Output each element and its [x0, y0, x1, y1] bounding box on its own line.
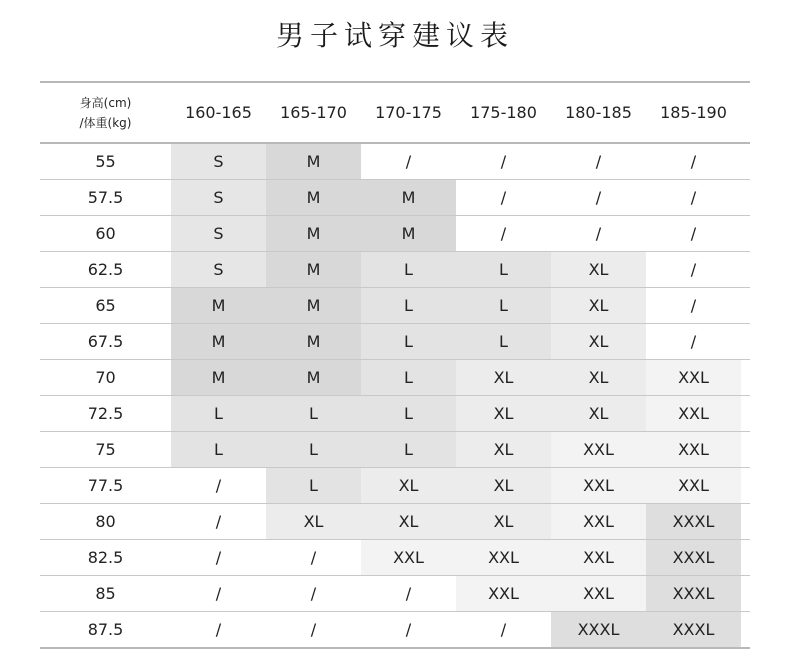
size-cell: L	[266, 468, 361, 503]
size-cell: M	[266, 144, 361, 179]
height-header-1: 160-165	[185, 103, 252, 122]
size-cell: /	[405, 152, 412, 171]
weight-cell: 77.5	[87, 476, 124, 495]
size-cell: /	[215, 584, 222, 603]
size-cell: M	[266, 216, 361, 251]
weight-cell: 80	[95, 512, 116, 531]
size-cell: /	[215, 512, 222, 531]
weight-cell: 87.5	[87, 620, 124, 639]
corner-height-label: 身高(cm)	[79, 95, 132, 110]
table-row	[40, 288, 750, 323]
size-cell: /	[405, 584, 412, 603]
size-cell: XL	[456, 504, 551, 539]
size-cell: XL	[551, 252, 646, 287]
weight-cell: 72.5	[87, 404, 124, 423]
size-cell: /	[690, 260, 697, 279]
size-cell: XL	[551, 288, 646, 323]
size-cell: XXL	[646, 360, 741, 395]
corner-header	[40, 83, 171, 142]
weight-cell: 57.5	[87, 188, 124, 207]
size-cell: XL	[456, 360, 551, 395]
height-header-6: 185-190	[660, 103, 727, 122]
weight-cell: 55	[95, 152, 116, 171]
size-cell: /	[215, 620, 222, 639]
weight-cell: 70	[95, 368, 116, 387]
table-row	[40, 360, 750, 395]
size-cell: /	[690, 152, 697, 171]
size-cell: /	[690, 332, 697, 351]
weight-cell: 65	[95, 296, 116, 315]
size-cell: M	[361, 216, 456, 251]
size-cell: L	[361, 252, 456, 287]
height-header-4: 175-180	[470, 103, 537, 122]
size-cell: S	[171, 252, 266, 287]
table-row	[40, 504, 750, 539]
size-cell: XXL	[456, 576, 551, 611]
height-header-5: 180-185	[565, 103, 632, 122]
size-cell: XXL	[551, 504, 646, 539]
size-cell: XXL	[551, 432, 646, 467]
table-row	[40, 576, 750, 611]
size-cell: L	[361, 360, 456, 395]
page-title: 男子试穿建议表	[275, 19, 514, 52]
size-cell: XXL	[361, 540, 456, 575]
size-cell: /	[595, 152, 602, 171]
size-cell: XL	[266, 504, 361, 539]
size-cell: /	[215, 548, 222, 567]
size-cell: XXL	[551, 540, 646, 575]
table-row	[40, 612, 750, 647]
size-cell: XXXL	[646, 576, 741, 611]
size-cell: M	[171, 324, 266, 359]
size-cell: S	[171, 216, 266, 251]
corner-weight-label: /体重(kg)	[79, 115, 132, 130]
weight-cell: 75	[95, 440, 116, 459]
table-row	[40, 540, 750, 575]
size-cell: L	[171, 396, 266, 431]
size-cell: M	[266, 252, 361, 287]
weight-cell: 62.5	[87, 260, 124, 279]
size-cell: XXL	[551, 468, 646, 503]
size-cell: /	[310, 584, 317, 603]
table-row	[40, 216, 750, 251]
size-cell: M	[266, 180, 361, 215]
size-cell: XXL	[646, 396, 741, 431]
size-cell: XL	[456, 432, 551, 467]
size-cell: XXL	[456, 540, 551, 575]
size-cell: /	[310, 620, 317, 639]
weight-cell: 85	[95, 584, 116, 603]
size-cell: S	[171, 144, 266, 179]
size-cell: XXL	[551, 576, 646, 611]
size-cell: /	[500, 224, 507, 243]
size-cell: L	[361, 288, 456, 323]
size-cell: M	[361, 180, 456, 215]
size-cell: L	[361, 432, 456, 467]
size-cell: /	[500, 152, 507, 171]
size-cell: XXXL	[646, 504, 741, 539]
size-cell: S	[171, 180, 266, 215]
size-cell: /	[690, 188, 697, 207]
table-row	[40, 180, 750, 215]
size-cell: XL	[456, 468, 551, 503]
size-cell: /	[500, 188, 507, 207]
size-cell: XXXL	[551, 612, 646, 647]
weight-cell: 60	[95, 224, 116, 243]
size-cell: XXXL	[646, 540, 741, 575]
table-row	[40, 468, 750, 503]
table-row	[40, 252, 750, 287]
size-cell: /	[595, 224, 602, 243]
size-cell: L	[361, 396, 456, 431]
size-cell: /	[405, 620, 412, 639]
size-cell: /	[215, 476, 222, 495]
size-cell: /	[690, 224, 697, 243]
weight-cell: 67.5	[87, 332, 124, 351]
size-cell: /	[595, 188, 602, 207]
size-cell: XL	[551, 360, 646, 395]
size-cell: XXXL	[646, 612, 741, 647]
size-cell: /	[500, 620, 507, 639]
size-cell: M	[171, 288, 266, 323]
size-cell: L	[361, 324, 456, 359]
size-cell: XXL	[646, 468, 741, 503]
size-cell: /	[310, 548, 317, 567]
table-row	[40, 144, 750, 179]
table-header-row	[40, 83, 750, 142]
size-cell: XL	[361, 468, 456, 503]
table-row	[40, 396, 750, 431]
size-cell: XL	[456, 396, 551, 431]
size-cell: XL	[551, 324, 646, 359]
table-row	[40, 432, 750, 467]
size-cell: L	[456, 252, 551, 287]
size-cell: XXL	[646, 432, 741, 467]
size-cell: L	[266, 432, 361, 467]
height-header-2: 165-170	[280, 103, 347, 122]
size-cell: /	[690, 296, 697, 315]
size-cell: M	[266, 360, 361, 395]
size-cell: L	[266, 396, 361, 431]
size-cell: L	[456, 288, 551, 323]
size-cell: L	[456, 324, 551, 359]
table-row	[40, 324, 750, 359]
height-header-3: 170-175	[375, 103, 442, 122]
size-cell: M	[171, 360, 266, 395]
size-cell: XL	[361, 504, 456, 539]
size-cell: XL	[551, 396, 646, 431]
size-cell: L	[171, 432, 266, 467]
size-cell: M	[266, 288, 361, 323]
weight-cell: 82.5	[87, 548, 124, 567]
size-cell: M	[266, 324, 361, 359]
